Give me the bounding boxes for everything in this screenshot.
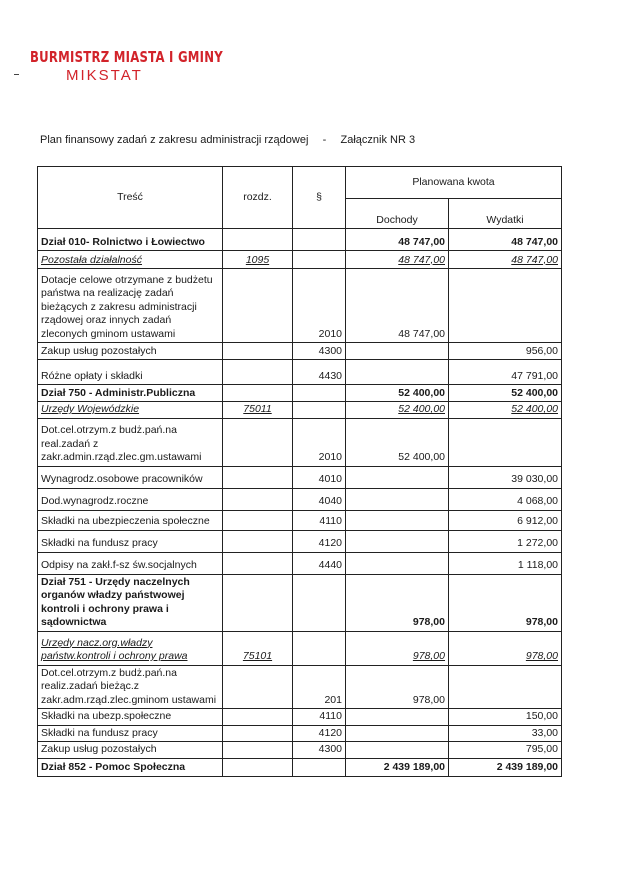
row-paragraph: 2010 bbox=[293, 418, 346, 466]
row-tresc: Odpisy na zakł.f-sz św.socjalnych bbox=[38, 552, 223, 574]
row-tresc: Wynagrodz.osobowe pracowników bbox=[38, 466, 223, 488]
title-separator: - bbox=[322, 134, 327, 146]
row-paragraph: 4440 bbox=[293, 552, 346, 574]
stamp-line-1: BURMISTRZ MIASTA I GMINY bbox=[30, 48, 223, 66]
row-rozdz bbox=[223, 360, 293, 385]
row-dochody: 2 439 189,00 bbox=[346, 758, 449, 776]
row-paragraph bbox=[293, 758, 346, 776]
row-wydatki: 52 400,00 bbox=[449, 402, 562, 419]
header-rozdz: rozdz. bbox=[223, 167, 293, 229]
row-rozdz bbox=[223, 418, 293, 466]
row-dochody bbox=[346, 725, 449, 742]
row-tresc: Składki na ubezp.społeczne bbox=[38, 709, 223, 726]
row-paragraph: 4110 bbox=[293, 709, 346, 726]
row-tresc: Zakup usług pozostałych bbox=[38, 343, 223, 360]
row-dochody bbox=[346, 488, 449, 510]
row-rozdz bbox=[223, 530, 293, 552]
table-row bbox=[38, 269, 562, 343]
table-row bbox=[38, 631, 562, 665]
row-dochody: 52 400,00 bbox=[346, 402, 449, 419]
row-tresc: Składki na ubezpieczenia społeczne bbox=[38, 510, 223, 530]
row-wydatki: 1 118,00 bbox=[449, 552, 562, 574]
row-tresc: Dział 750 - Administr.Publiczna bbox=[38, 385, 223, 402]
row-wydatki: 33,00 bbox=[449, 725, 562, 742]
row-dochody: 52 400,00 bbox=[346, 418, 449, 466]
table-row bbox=[38, 418, 562, 466]
row-rozdz bbox=[223, 665, 293, 709]
row-rozdz bbox=[223, 488, 293, 510]
row-tresc: Urzędy nacz.org.władzy państw.kontroli i ochrony prawa bbox=[38, 631, 223, 665]
row-rozdz bbox=[223, 385, 293, 402]
row-wydatki: 956,00 bbox=[449, 343, 562, 360]
row-rozdz bbox=[223, 742, 293, 759]
row-paragraph: 4300 bbox=[293, 742, 346, 759]
row-rozdz bbox=[223, 574, 293, 631]
row-wydatki: 48 747,00 bbox=[449, 229, 562, 251]
title-text: Plan finansowy zadań z zakresu administracji rządowej bbox=[40, 134, 309, 146]
row-dochody: 52 400,00 bbox=[346, 385, 449, 402]
row-wydatki: 795,00 bbox=[449, 742, 562, 759]
row-paragraph bbox=[293, 574, 346, 631]
row-tresc: Dot.cel.otrzym.z budż.pań.na real.zadań z zakr.admin.rząd.zlec.gm.ustawami bbox=[38, 418, 223, 466]
row-rozdz bbox=[223, 229, 293, 251]
row-wydatki bbox=[449, 418, 562, 466]
row-tresc: Składki na fundusz pracy bbox=[38, 725, 223, 742]
margin-mark bbox=[14, 74, 19, 75]
row-paragraph bbox=[293, 229, 346, 251]
table-row bbox=[38, 742, 562, 759]
row-rozdz: 75101 bbox=[223, 631, 293, 665]
row-tresc: Dod.wynagrodz.roczne bbox=[38, 488, 223, 510]
header-dochody: Dochody bbox=[346, 199, 449, 229]
row-wydatki: 1 272,00 bbox=[449, 530, 562, 552]
row-dochody: 48 747,00 bbox=[346, 269, 449, 343]
official-stamp bbox=[30, 48, 277, 84]
table-row bbox=[38, 488, 562, 510]
row-paragraph bbox=[293, 251, 346, 269]
row-dochody bbox=[346, 530, 449, 552]
row-tresc: Zakup usług pozostałych bbox=[38, 742, 223, 759]
row-paragraph: 4010 bbox=[293, 466, 346, 488]
row-paragraph bbox=[293, 385, 346, 402]
row-tresc: Dotacje celowe otrzymane z budżetu państwa na realizację zadań bieżących z zakresu administracji rządowej oraz innych zadań zleconych gminom ustawami bbox=[38, 269, 223, 343]
row-dochody bbox=[346, 552, 449, 574]
row-tresc: Dział 751 - Urzędy naczelnych organów władzy państwowej kontroli i ochrony prawa i sądownictwa bbox=[38, 574, 223, 631]
table-row bbox=[38, 360, 562, 385]
table-row bbox=[38, 758, 562, 776]
row-dochody bbox=[346, 466, 449, 488]
table-row bbox=[38, 229, 562, 251]
row-dochody: 48 747,00 bbox=[346, 251, 449, 269]
row-wydatki bbox=[449, 269, 562, 343]
stamp-line-2: MIKSTAT bbox=[66, 67, 143, 84]
table-row bbox=[38, 530, 562, 552]
row-tresc: Dział 010- Rolnictwo i Łowiectwo bbox=[38, 229, 223, 251]
row-wydatki: 978,00 bbox=[449, 631, 562, 665]
row-wydatki: 4 068,00 bbox=[449, 488, 562, 510]
table-row bbox=[38, 251, 562, 269]
row-wydatki: 52 400,00 bbox=[449, 385, 562, 402]
header-paragraph: § bbox=[293, 167, 346, 229]
table-row bbox=[38, 385, 562, 402]
table-row bbox=[38, 725, 562, 742]
table-row bbox=[38, 402, 562, 419]
header-planowana-kwota: Planowana kwota bbox=[346, 167, 562, 199]
row-wydatki: 48 747,00 bbox=[449, 251, 562, 269]
financial-plan-table bbox=[37, 166, 562, 777]
row-paragraph: 201 bbox=[293, 665, 346, 709]
row-paragraph: 4430 bbox=[293, 360, 346, 385]
row-tresc: Składki na fundusz pracy bbox=[38, 530, 223, 552]
row-paragraph: 4120 bbox=[293, 725, 346, 742]
table-row bbox=[38, 510, 562, 530]
table-row bbox=[38, 466, 562, 488]
table-row bbox=[38, 709, 562, 726]
header-tresc: Treść bbox=[38, 167, 223, 229]
table-row bbox=[38, 552, 562, 574]
row-dochody: 48 747,00 bbox=[346, 229, 449, 251]
row-dochody bbox=[346, 343, 449, 360]
row-rozdz bbox=[223, 725, 293, 742]
row-tresc: Dział 852 - Pomoc Społeczna bbox=[38, 758, 223, 776]
row-dochody: 978,00 bbox=[346, 631, 449, 665]
row-tresc: Pozostała działalność bbox=[38, 251, 223, 269]
row-tresc: Urzędy Wojewódzkie bbox=[38, 402, 223, 419]
row-paragraph bbox=[293, 631, 346, 665]
row-rozdz bbox=[223, 552, 293, 574]
row-rozdz bbox=[223, 269, 293, 343]
row-dochody bbox=[346, 742, 449, 759]
row-paragraph: 4040 bbox=[293, 488, 346, 510]
header-wydatki: Wydatki bbox=[449, 199, 562, 229]
row-wydatki: 47 791,00 bbox=[449, 360, 562, 385]
row-rozdz: 1095 bbox=[223, 251, 293, 269]
row-tresc: Różne opłaty i składki bbox=[38, 360, 223, 385]
row-dochody bbox=[346, 709, 449, 726]
row-dochody bbox=[346, 360, 449, 385]
row-rozdz bbox=[223, 758, 293, 776]
attachment-label: Załącznik NR 3 bbox=[340, 134, 416, 146]
row-rozdz bbox=[223, 709, 293, 726]
table-row bbox=[38, 343, 562, 360]
row-wydatki: 39 030,00 bbox=[449, 466, 562, 488]
row-rozdz bbox=[223, 510, 293, 530]
row-wydatki bbox=[449, 665, 562, 709]
row-paragraph: 4110 bbox=[293, 510, 346, 530]
row-tresc: Dot.cel.otrzym.z budż.pań.na realiz.zadań bieżąc.z zakr.adm.rząd.zlec.gminom ustawami bbox=[38, 665, 223, 709]
row-paragraph: 4120 bbox=[293, 530, 346, 552]
row-paragraph bbox=[293, 402, 346, 419]
table-row bbox=[38, 665, 562, 709]
row-rozdz: 75011 bbox=[223, 402, 293, 419]
row-dochody bbox=[346, 510, 449, 530]
row-dochody: 978,00 bbox=[346, 574, 449, 631]
row-wydatki: 2 439 189,00 bbox=[449, 758, 562, 776]
document-title bbox=[40, 134, 415, 146]
row-wydatki: 150,00 bbox=[449, 709, 562, 726]
row-wydatki: 6 912,00 bbox=[449, 510, 562, 530]
row-paragraph: 4300 bbox=[293, 343, 346, 360]
row-rozdz bbox=[223, 466, 293, 488]
row-dochody: 978,00 bbox=[346, 665, 449, 709]
table-row bbox=[38, 574, 562, 631]
row-wydatki: 978,00 bbox=[449, 574, 562, 631]
row-rozdz bbox=[223, 343, 293, 360]
row-paragraph: 2010 bbox=[293, 269, 346, 343]
